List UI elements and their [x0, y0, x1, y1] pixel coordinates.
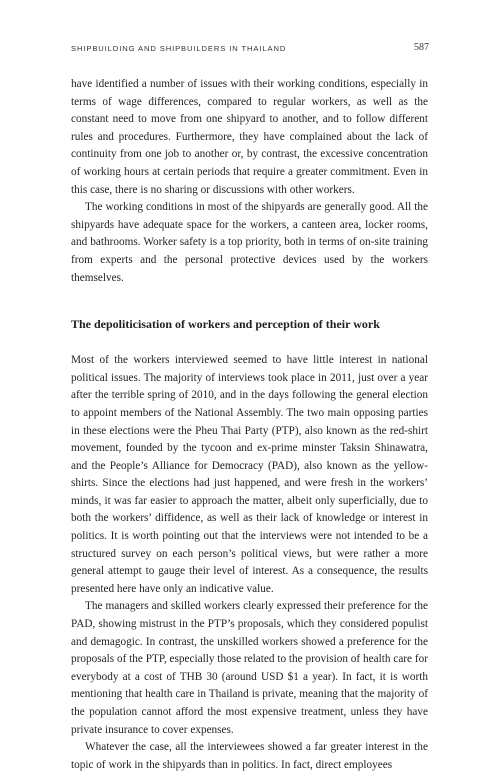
section-heading: The depoliticisation of workers and perception of their work — [71, 317, 380, 332]
paragraph: Most of the workers interviewed seemed to have little interest in national political issues. The majority of interviews took place in 2011, just over a year after the terrible spring of 2010, and in the days following the general election to appoint members of the National Assembly. The two main opposing parties in these elections were the Pheu Thai Party (PTP), also known as the red-shirt movement, founded by the tycoon and ex-prime minster Taksin Shinawatra, and the People’s Alliance for Democracy (PAD), also known as the yellow-shirts. Since the elections had just happened, and were fresh in the workers’ minds, it was far easier to approach the matter, albeit only superficially, due to both the workers’ diffidence, as well as their lack of knowledge or interest in politics. It is worth pointing out that the interviews were not intended to be a structured survey on each person’s political views, but were rather a more general attempt to gauge their level of interest. As a consequence, the results presented here have only an indicative value. — [71, 354, 428, 595]
paragraph: The managers and skilled workers clearly expressed their preference for the PAD, showing mistrust in the PTP’s proposals, which they considered populist and demagogic. In contrast, the unskilled workers showed a preference for the proposals of the PTP, especially those related to the provision of health care for everybody at a cost of THB 30 (around USD $1 a year). In fact, it is worth mentioning that health care in Thailand is private, meaning that the majority of the population cannot afford the most expensive treatment, unless they have private insurance to cover expenses. — [71, 600, 428, 736]
paragraph: Whatever the case, all the interviewees showed a far greater interest in the topic of work in the shipyards than in politics. In fact, direct employees — [71, 741, 428, 771]
paragraph: The working conditions in most of the shipyards are generally good. All the shipyards have adequate space for the workers, a canteen area, locker rooms, and bathrooms. Worker safety is a top priority, both in terms of on-site training from experts and the personal protective devices used by the workers themselves. — [71, 201, 428, 284]
running-head: SHIPBUILDING AND SHIPBUILDERS IN THAILAND — [71, 44, 287, 53]
paragraph: have identified a number of issues with their working conditions, especially in terms of wage differences, compared to regular workers, as well as the constant need to move from one shipyard to another, and to follow different rules and procedures. Furthermore, they have complained about the lack of continuity from one job to another or, by contrast, the excessive concentration of working hours at certain periods that require a greater commitment. Even in this case, there is no sharing or discussions with other workers. — [71, 78, 428, 196]
body-text — [71, 76, 428, 774]
page-number: 587 — [414, 42, 429, 53]
